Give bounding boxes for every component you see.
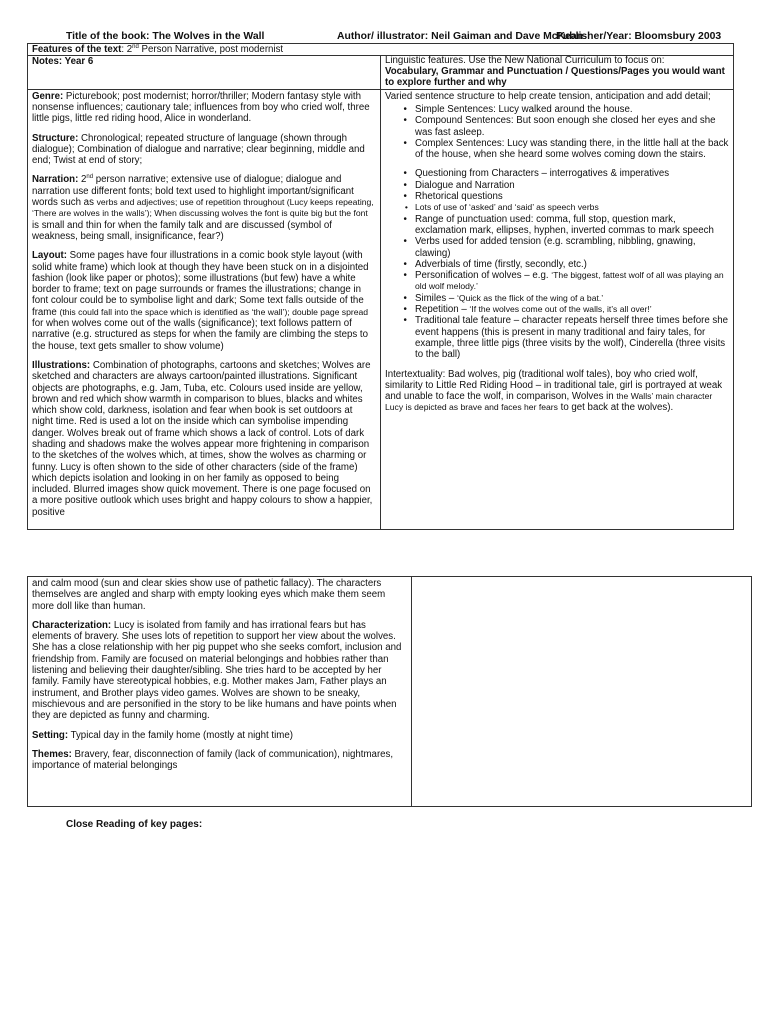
- table-row: [28, 577, 752, 807]
- notes-label: Notes: Year 6: [32, 56, 94, 68]
- linguistic-heading: Vocabulary, Grammar and Punctuation / Questions/Pages you would want to explore further and why: [385, 66, 725, 88]
- linguistic-intro: Linguistic features. Use the New National Curriculum to focus on:: [385, 55, 665, 67]
- book-publisher: Publisher/Year: Bloomsbury 2003: [556, 31, 722, 42]
- list-item: • Traditional tale feature – character repeats herself three times before she event happens (this is present in many traditional and fairy tales, for example, three little pigs (three visits by the wolf), Cinderella (three visits to the ball): [415, 315, 729, 360]
- list-item: • Personification of wolves – e.g. ‘The biggest, fattest wolf of all was playing an old wolf melody.’: [415, 270, 729, 293]
- list-item: • Adverbials of time (firstly, secondly, etc.): [415, 259, 729, 270]
- list-item: • Dialogue and Narration: [415, 180, 729, 191]
- linguistic-body-cell: [381, 89, 734, 529]
- linguistic-heading-cell: [381, 56, 734, 89]
- illustrations-paragraph: Illustrations: Combination of photographs, cartoons and sketches; Wolves are sketched and characters are always cartoon/painted illustrations. Significant objects are photographs, e.g. Jam, Tuba, etc. Colours used inside are yellow, brown and red which show warmth in comparison to blues, blacks and whites which show cold, darkness, isolation and fear when book is set outdoors at night time. Red is used a lot on the inside which can symbolise impending danger. Wolves break out of frame which shows a lack of control. Lots of dark shading and shadows make the wolves appear more frightening in comparison to the sketches of the wolves which, at times, show the wolves as charming or funny. Lucy is often shown to the side of other characters (side of the frame) which depicts isolation and looking in on her family as opposed to being included. Blurred images show quick movement. There is one page focused on a more positive outlook which uses bright and happy colours to show a happier, positive: [32, 359, 373, 518]
- list-item: • Rhetorical questions: [415, 191, 729, 202]
- list-item: • Similes – ‘Quick as the flick of the wing of a bat.’: [415, 293, 729, 304]
- notes-continued-cell: [28, 577, 412, 807]
- list-item: • Lots of use of ‘asked’ and ‘said’ as speech verbs: [415, 202, 729, 213]
- illustrations-continued: and calm mood (sun and clear skies show use of pathetic fallacy). The characters themselves are angled and sharp with empty looking eyes which make them seem more doll like than human.: [32, 578, 386, 612]
- book-author: Author/ illustrator: Neil Gaiman and Dave McKean: [337, 31, 583, 42]
- layout-paragraph: Layout: Some pages have four illustrations in a comic book style layout (with solid white frame) which look at though they have been stuck on in a disjointed fashion (look like paper or photos); some illustrations (but few) have a white border to frame; text on page surrounds or frames the illustrations; change in font colour could be to symbolise light and dark; Some text falls outside of the frame (this could fall into the space which is identified as ‘the wall’); double page spread for when wolves come out of the walls (significance); text follows pattern of narrative (e.g. structured as steps for when the family are climbing the steps to the house, text gets smaller to show volume): [32, 250, 369, 352]
- narration-paragraph: Narration: 2nd person narrative; extensive use of dialogue; dialogue and narration use different fonts; bold text used to highlight important/significant words such as verbs and adjectives; use of repetition throughout (Lucy keeps repeating, ‘There are wolves in the walls’); When discussing wolves the font is quite big but the font is small and thin for when the family talk and are discussed (symbol of weakness, being small, insignificance, fear?): [32, 174, 374, 242]
- themes-paragraph: Themes: Bravery, fear, disconnection of family (lack of communication), nightmares, importance of material belongings: [32, 748, 394, 772]
- table-row: [28, 44, 734, 56]
- list-item: • Complex Sentences: Lucy was standing there, in the little hall at the back of the house, when she heard some wolves coming down the stairs.: [415, 138, 729, 161]
- structure-paragraph: Structure: Chronological; repeated structure of language (shown through dialogue); Combination of dialogue and narrative; clear beginning, middle and end; Twist at end of story;: [32, 132, 365, 167]
- notes-body-cell: [28, 89, 381, 529]
- genre-paragraph: Genre: Picturebook; post modernist; horror/thriller; Modern fantasy style with nonsense influences; cautionary tale; influences from boy who cried wolf, three little pigs, little red riding hood, Alice in wonderland.: [32, 90, 370, 125]
- intertextuality-paragraph: Intertextuality: Bad wolves, pig (traditional wolf tales), boy who cried wolf, similarity to Little Red Riding Hood – in traditional tale, girl is portrayed at weak and unable to face the wolf, in comparison, Wolves in the Walls’ main character Lucy is depicted as brave and faces her fears to get back at the wolves).: [385, 368, 723, 414]
- notes-table-page1: [27, 43, 734, 530]
- book-title: Title of the book: The Wolves in the Wall: [66, 31, 265, 42]
- notes-heading-cell: [28, 56, 381, 89]
- features-cell: Features of the text: 2nd Person Narrative, post modernist: [28, 44, 734, 56]
- sentence-types-list: [385, 104, 729, 160]
- list-item: • Verbs used for added tension (e.g. scrambling, nibbling, gnawing, clawing): [415, 236, 729, 259]
- language-features-list: [385, 168, 729, 360]
- table-row: [28, 89, 734, 529]
- setting-paragraph: Setting: Typical day in the family home (mostly at night time): [32, 729, 293, 741]
- sentence-structure-intro: Varied sentence structure to help create tension, anticipation and add detail;: [385, 90, 711, 102]
- list-item: • Repetition – ‘If the wolves come out of the walls, it’s all over!’: [415, 304, 729, 315]
- list-item: • Range of punctuation used: comma, full stop, question mark, exclamation mark, ellipses, hyphen, inverted commas to mark speech: [415, 214, 729, 237]
- close-reading-heading: Close Reading of key pages:: [66, 819, 203, 830]
- empty-linguistic-cell: [412, 577, 752, 807]
- features-label: Features of the text: [32, 44, 122, 55]
- notes-table-page2: [27, 576, 752, 807]
- list-item: • Simple Sentences: Lucy walked around the house.: [415, 104, 729, 115]
- list-item: • Compound Sentences: But soon enough she closed her eyes and she was fast asleep.: [415, 115, 729, 138]
- table-row: [28, 56, 734, 89]
- list-item: • Questioning from Characters – interrogatives & imperatives: [415, 168, 729, 179]
- characterization-paragraph: Characterization: Lucy is isolated from family and has irrational fears but has elements of bravery. She uses lots of repetition to support her view about the wolves. She has a close relationship with her pig puppet who she seeks comfort, inclusion and friendship from. Family are focused on material belongings and hobbies rather than listening and believing their daughter/sibling. She tries hard to be accepted by her family. Family have stereotypical hobbies, e.g. Mother makes Jam, Father plays an instrument, and Brother plays video games. Wolves are shown to be sneaky, mischievous and are personified in the story to be like humans and have points when they are depicted as funny and charming.: [32, 619, 402, 722]
